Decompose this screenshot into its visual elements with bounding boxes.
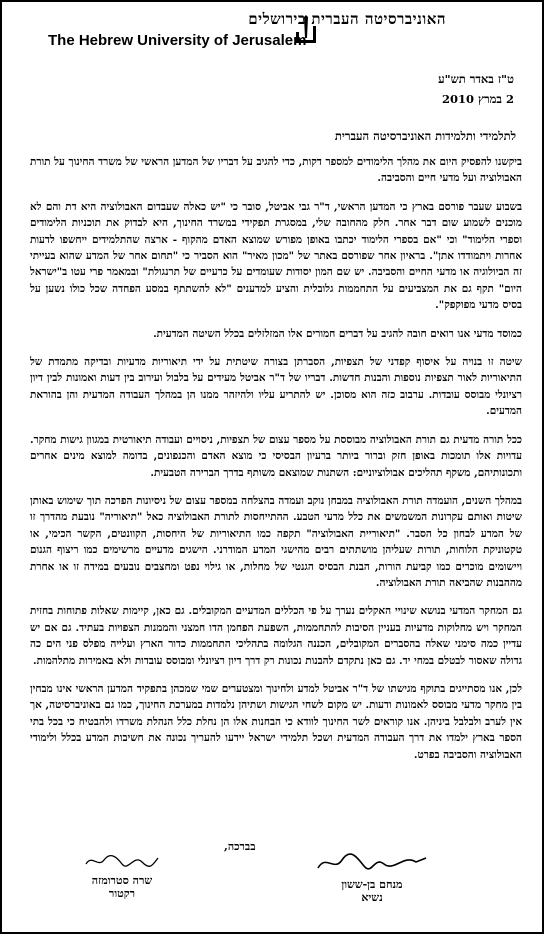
signatory-title: נשיא <box>361 891 383 904</box>
closing: בברכה, <box>224 840 256 853</box>
addressee: לתלמידי ותלמידות האוניברסיטה העברית <box>334 129 516 143</box>
paragraph: במהלך השנים, הועמדה תורת האבולוציה במבחן נוקב ועמדה בהצלחה במספר עצום של ניסיונות הפרכה תוך שימוש באותן שיטות ואותם עקרונות המשמשים את כלל מדעי הטבע. ההתייחסות לתורת האבולוציה כאל "תיאוריה" נובעת מהדרך זו של המדע לבחון כל הסבר. "תיאוריית האבולוציה" תקפה כמו התיאוריות של היחסות, הקוונטים, הקשר הכימי, או טקטוניקת הלוחות, תורות שעליהן מושתתים רבים מהישגי המדע המודרני. הישגים מדעיים מרשימים כמו ריצוף הגנום ויישומים מוכרים כמו קביעת הורות, הבנת הבסיס הגנטי של מחלות, או גילוי נפט ומחצבים נובעים במידה זו או אחרת מההבנות שהביאה תורת האבולוציה. <box>30 494 522 589</box>
paragraph: בשבוע שעבר פורסם בארץ כי המדען הראשי, ד"ר גבי אביטל, סובר כי "יש כאלה שעבדום האבולוציה היא דת והם לא מוכנים לשמוע שום דבר אחר. חלק מהחובה שלי, במסגרת תפקידי במשרד החינוך, היא לבדוק את תוכניות הלימודים וספרי הלימוד" וכי "אם בספרי הלימוד יכתבו באופן מפורש שמוצא האדם מהקוף - ארצה שהתלמידים ייחשפו לדעות אחרות ויתמודדו אתן". בראיון אחר שפורסם באתר של "מכון מאיר" הוא הסביר כי "תחום אחר של המדע שהוא בעייתי זה הביולוגיה או מדעי החיים והסביבה. יש שם המון יסודות שעומדים על כרעיים של תרנגולת" ובמאמר פרי עטו ב"ישראל היום" תקף גם את המצביעים על התחממות גלובלית והציע למדענים "לא להשתתף במסע הפחדה שכל כולו נשען על בסיס מדעי מפוקפק". <box>30 200 522 312</box>
university-name-hebrew: האוניברסיטה העברית בירושלים <box>248 10 446 28</box>
paragraph: שיטה זו בנויה על איסוף קפדני של תצפיות, הסברתן בצורה שיטתית על ידי תיאוריות מדעיות ובדיקה מתמדת של התיאוריות לאור תצפיות נוספות והבנות חדשות. דבריו של ד"ר אביטל מעידים על בלבול ועירוב בין דעות ואמונות לבין דיון רציונלי מבוסס עובדות. ערבוב כזה הוא מסוכן. יש להתריע עליו ולהיזהר ממנו הן במהלך העבודה המדעית והן בהוראת המדעים. <box>30 356 522 418</box>
signatory-name: שרה סטרומזה <box>91 874 153 887</box>
letter-body <box>30 154 522 775</box>
paragraph: לכן, אנו מסתייגים בתוקף מגישתו של ד"ר אביטל למדע ולחינוך ומצטערים שמי שמכהן בתפקיד המדען הראשי אינו מבחין בין מחקר מדעי מבוסס לאמונות ודעות. יש מקום לשחי הגישות ושתיהן נלמדות במערכת החינוך, כמו גם באוניברסיטה, אך אין לערב ולבלבל ביניהן. אנו קוראים לשר החינוך לוודא כי הבחנות אלו הן נחלת כלל הנהלת משרדו ולהבטיח כי בכל בתי הספר בארץ ילמדו את דרך העבודה המדעית ושכל תלמידי ישראל יידעו להעריך נכונה את חשיבות המדע בכלל ולימודי האבולוציה והסביבה בפרט. <box>30 682 522 761</box>
signature-president <box>302 852 442 904</box>
university-name-english: The Hebrew University of Jerusalem <box>48 32 307 49</box>
letter-date <box>438 69 514 109</box>
paragraph: כמוסד מדעי אנו רואים חובה להגיב על דברים חמורים אלו המזלזלים בכלל השיטה המדעית. <box>153 327 522 340</box>
date-hebrew: ט"ז באדר תש"ע <box>438 72 514 86</box>
paragraph: גם המחקר המדעי בנושא שינויי האקלים נערך על פי הכללים המדעיים המקובלים. גם כאן, קיימות שאלות פתוחות בחזית המחקר ויש מחלוקות מדעיות בעניין הסיבות להתחממות, השפעת הפחמן הדו חמצני והממנות הצפויות בעתיד. גם אם יש עדיין כמה סימני שאלה בהסברים המקובלים, הכננה הגלומה בתהליכי התחממות כדור הארץ ועלייה מפלס פני הים כה גדולה שאסור לבטלם במחי יד. גם כאן נתקדם להבנות נכונות רק דרך דיון רציונלי ומבוסס עובדות ולא באמירות מתלהמות. <box>30 605 522 667</box>
handwritten-signature-icon <box>82 852 162 870</box>
handwritten-signature-icon <box>312 852 432 874</box>
signature-rector <box>62 852 182 900</box>
paragraph: ככל תורה מדעית גם תורת האבולוציה מבוססת על מספר עצום של תצפיות, ניסויים ועבודה תיאורטית במגוון גישות מחקר. עדויות אלו תומכות באופן חזק וברור ביותר ברעיון הבסיסי כי מוצא האדם והכנפונים, בדומה למוצא מינים אחרים ותכונותיהם, משקף תהליכים אבולוציוניים: השתנות שמוצאם משותף בדרך הברירה הטבעית. <box>30 433 522 479</box>
signatory-title: רקטור <box>108 887 136 900</box>
paragraph: ביקשנו להפסיק היום את מהלך הלימודים למספר דקות, כדי להגיב על דבריו של המדען הראשי של משרד החינוך על תורת האבולוציה ועל מדעי חיים והסביבה. <box>30 156 522 185</box>
date-gregorian: 2 במרץ 2010 <box>441 92 514 106</box>
signatory-name: מנחם בן-ששון <box>341 878 403 891</box>
